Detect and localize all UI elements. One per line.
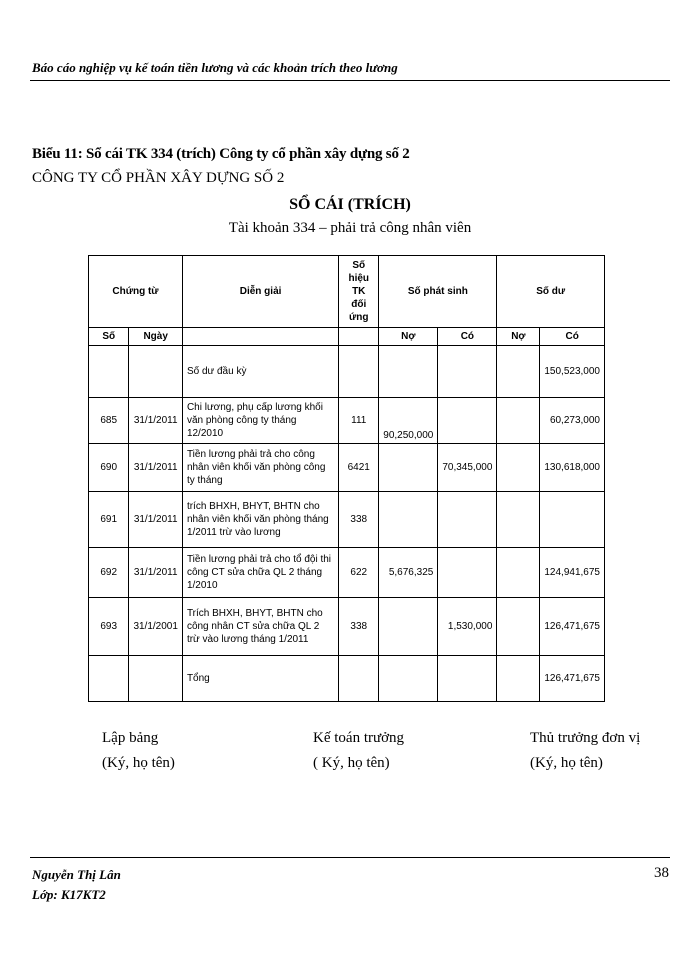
cell-ps-no bbox=[379, 346, 438, 398]
table-header-row bbox=[89, 256, 605, 328]
table-row bbox=[89, 548, 605, 598]
footer-author bbox=[32, 865, 121, 905]
cell-so: 685 bbox=[89, 398, 129, 444]
cell-so: 691 bbox=[89, 492, 129, 548]
signature-preparer bbox=[102, 726, 175, 776]
header-so-du: Số dư bbox=[497, 256, 605, 328]
header-dien-giai: Diễn giải bbox=[182, 256, 338, 328]
cell-du-no bbox=[497, 548, 540, 598]
header-ngay: Ngày bbox=[129, 328, 183, 346]
header-du-no: Nợ bbox=[497, 328, 540, 346]
cell-tk: 111 bbox=[339, 398, 379, 444]
signature-chief-accountant bbox=[313, 726, 404, 776]
header-empty-tk bbox=[339, 328, 379, 346]
document-caption: Biểu 11: Sổ cái TK 334 (trích) Công ty cổ phần xây dựng số 2 bbox=[32, 146, 410, 162]
cell-du-no bbox=[497, 598, 540, 656]
cell-ps-no bbox=[379, 444, 438, 492]
cell-du-co bbox=[540, 492, 605, 548]
signature-note: (Ký, họ tên) bbox=[530, 755, 603, 771]
cell-desc: Trích BHXH, BHYT, BHTN cho công nhân CT sửa chữa QL 2 trừ vào lương tháng 1/2011 bbox=[182, 598, 338, 656]
cell-so: 692 bbox=[89, 548, 129, 598]
cell-du-no bbox=[497, 398, 540, 444]
cell-ngay: 31/1/2011 bbox=[129, 492, 183, 548]
cell-empty bbox=[497, 656, 540, 702]
header-empty-desc bbox=[182, 328, 338, 346]
footer-divider bbox=[30, 857, 670, 858]
cell-ps-co bbox=[438, 548, 497, 598]
author-class: Lớp: K17KT2 bbox=[32, 887, 106, 902]
header-ps-no: Nợ bbox=[379, 328, 438, 346]
cell-desc: trích BHXH, BHYT, BHTN cho nhân viên khối văn phòng tháng 1/2011 trừ vào lương bbox=[182, 492, 338, 548]
ledger-subtitle: Tài khoản 334 – phải trả công nhân viên bbox=[228, 220, 472, 236]
cell-empty bbox=[379, 656, 438, 702]
author-name: Nguyễn Thị Lân bbox=[32, 867, 121, 882]
header-chung-tu: Chứng từ bbox=[89, 256, 183, 328]
cell-ps-co bbox=[438, 492, 497, 548]
cell-du-co: 150,523,000 bbox=[540, 346, 605, 398]
total-label: Tổng bbox=[182, 656, 338, 702]
cell-ps-co: 1,530,000 bbox=[438, 598, 497, 656]
cell-empty bbox=[89, 656, 129, 702]
cell-du-co: 60,273,000 bbox=[540, 398, 605, 444]
cell-tk: 622 bbox=[339, 548, 379, 598]
cell-desc: Chi lương, phụ cấp lương khối văn phòng công ty tháng 12/2010 bbox=[182, 398, 338, 444]
cell-ngay: 31/1/2001 bbox=[129, 598, 183, 656]
cell-du-no bbox=[497, 444, 540, 492]
table-row bbox=[89, 492, 605, 548]
cell-so bbox=[89, 346, 129, 398]
ledger-table bbox=[88, 255, 605, 702]
cell-so: 690 bbox=[89, 444, 129, 492]
page-number: 38 bbox=[654, 865, 669, 881]
signature-note: ( Ký, họ tên) bbox=[313, 755, 390, 771]
cell-ngay bbox=[129, 346, 183, 398]
table-subheader-row bbox=[89, 328, 605, 346]
signature-title: Lập bảng bbox=[102, 730, 159, 746]
cell-tk: 338 bbox=[339, 598, 379, 656]
cell-du-co: 124,941,675 bbox=[540, 548, 605, 598]
header-so: Số bbox=[89, 328, 129, 346]
total-du-co: 126,471,675 bbox=[540, 656, 605, 702]
cell-tk: 338 bbox=[339, 492, 379, 548]
table-row bbox=[89, 444, 605, 492]
cell-ps-co bbox=[438, 346, 497, 398]
header-ps-co: Có bbox=[438, 328, 497, 346]
signature-title: Kế toán trưởng bbox=[313, 730, 405, 746]
header-title: Báo cáo nghiệp vụ kế toán tiền lương và các khoản trích theo lương bbox=[32, 60, 398, 75]
cell-ps-co: 70,345,000 bbox=[438, 444, 497, 492]
cell-desc: Tiền lương phải trả cho công nhân viên khối văn phòng công ty tháng bbox=[182, 444, 338, 492]
company-name: CÔNG TY CỔ PHẦN XÂY DỰNG SỐ 2 bbox=[32, 170, 285, 186]
table-row bbox=[89, 598, 605, 656]
table-row bbox=[89, 346, 605, 398]
cell-so: 693 bbox=[89, 598, 129, 656]
cell-ps-co bbox=[438, 398, 497, 444]
cell-ngay: 31/1/2011 bbox=[129, 444, 183, 492]
cell-ngay: 31/1/2011 bbox=[129, 548, 183, 598]
table-row bbox=[89, 398, 605, 444]
cell-tk bbox=[339, 346, 379, 398]
cell-du-no bbox=[497, 346, 540, 398]
cell-empty bbox=[129, 656, 183, 702]
header-so-phat-sinh: Số phát sinh bbox=[379, 256, 497, 328]
cell-du-no bbox=[497, 492, 540, 548]
header-du-co: Có bbox=[540, 328, 605, 346]
header-divider bbox=[30, 80, 670, 81]
ledger-title: SỔ CÁI (TRÍCH) bbox=[289, 196, 411, 213]
cell-tk: 6421 bbox=[339, 444, 379, 492]
cell-du-co: 126,471,675 bbox=[540, 598, 605, 656]
cell-desc: Tiền lương phải trả cho tổ đội thi công CT sửa chữa QL 2 tháng 1/2010 bbox=[182, 548, 338, 598]
cell-ps-no: 5,676,325 bbox=[379, 548, 438, 598]
cell-ps-no bbox=[379, 492, 438, 548]
cell-ps-no bbox=[379, 598, 438, 656]
signature-title: Thủ trưởng đơn vị bbox=[530, 730, 641, 746]
signature-note: (Ký, họ tên) bbox=[102, 755, 175, 771]
cell-empty bbox=[339, 656, 379, 702]
signature-director bbox=[530, 726, 640, 776]
cell-du-co: 130,618,000 bbox=[540, 444, 605, 492]
cell-ngay: 31/1/2011 bbox=[129, 398, 183, 444]
cell-empty bbox=[438, 656, 497, 702]
cell-ps-no: 90,250,000 bbox=[379, 398, 438, 444]
table-total-row bbox=[89, 656, 605, 702]
cell-desc: Số dư đầu kỳ bbox=[182, 346, 338, 398]
header-so-hieu: Số hiệu TK đối ứng bbox=[339, 256, 379, 328]
